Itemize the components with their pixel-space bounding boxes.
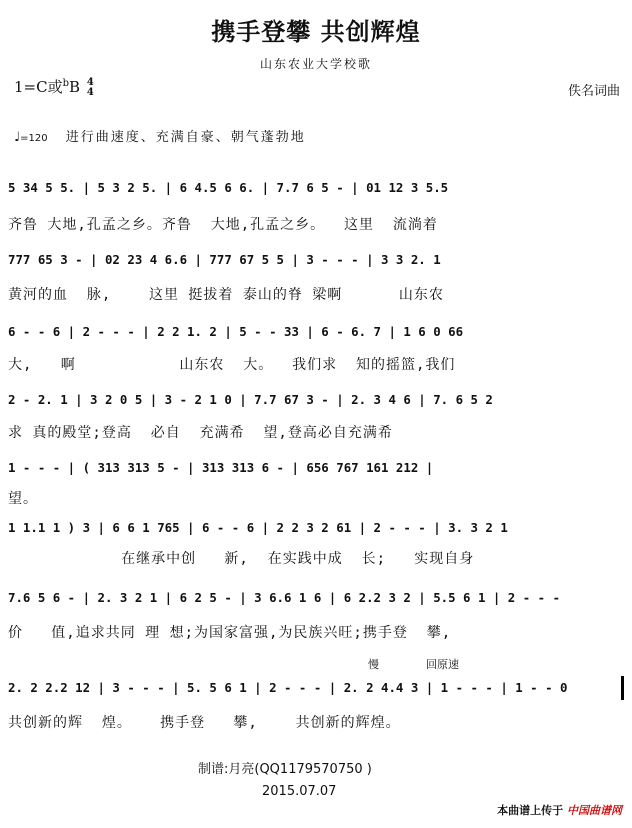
- lyric-line-2: 黄河的血 脉, 这里 挺拔着 泰山的脊 梁啊 山东农: [8, 287, 444, 303]
- tempo-marking: [14, 126, 306, 145]
- lyric-line-6: 在继承中创 新, 在实践中成 长; 实现自身: [8, 551, 475, 567]
- lyric-line-1: 齐鲁 大地,孔孟之乡。齐鲁 大地,孔孟之乡。 这里 流淌着: [8, 217, 438, 233]
- notation-line-1: 5 34 5 5. | 5 3 2 5. | 6 4.5 6 6. | 7.7 6 5 - | 01 12 3 5.5: [8, 180, 449, 195]
- final-barline: [621, 676, 624, 700]
- lyric-line-4: 求 真的殿堂;登高 必自 充满希 望,登高必自充满希: [8, 425, 393, 441]
- time-top: 4: [86, 77, 94, 88]
- transcription-date: 2015.07.07: [262, 784, 337, 799]
- lyric-line-7: 价 值,追求共同 理 想;为国家富强,为民族兴旺;携手登 攀,: [8, 625, 452, 641]
- quarter-note-icon: ♩: [14, 130, 21, 145]
- notation-line-3: 6 - - 6 | 2 - - - | 2 2 1. 2 | 5 - - 33 | 6 - 6. 7 | 1 6 0 66: [8, 324, 464, 339]
- notation-line-4: 2 - 2. 1 | 3 2 0 5 | 3 - 2 1 0 | 7.7 67 3 - | 2. 3 4 6 | 7. 6 5 2: [8, 392, 493, 407]
- notation-line-8: 2. 2 2.2 12 | 3 - - - | 5. 5 6 1 | 2 - - - | 2. 2 4.4 3 | 1 - - - | 1 - - 0: [8, 680, 568, 695]
- key-note: B: [69, 78, 81, 96]
- notation-line-6: 1 1.1 1 ) 3 | 6 6 1 765 | 6 - - 6 | 2 2 3 2 61 | 2 - - - | 3. 3 2 1: [8, 520, 508, 535]
- upload-notice: [497, 802, 622, 818]
- key-prefix: 1=C或: [14, 78, 63, 96]
- site-logo: 中国曲谱网: [567, 804, 622, 817]
- time-bottom: 4: [86, 87, 94, 98]
- notation-line-2: 777 65 3 - | 02 23 4 6.6 | 777 67 5 5 | 3 - - - | 3 3 2. 1: [8, 252, 441, 267]
- flat-sign: b: [62, 78, 69, 89]
- song-title: 携手登攀 共创辉煌: [211, 18, 421, 46]
- author-credit: 佚名词曲: [567, 84, 620, 99]
- a-tempo-mark: 回原速: [426, 658, 459, 671]
- tempo-bpm: =120: [20, 133, 48, 144]
- lyric-line-8: 共创新的辉 煌。 携手登 攀, 共创新的辉煌。: [8, 715, 401, 731]
- tempo-description: 进行曲速度、充满自豪、朝气蓬勃地: [65, 130, 306, 145]
- song-subtitle: 山东农业大学校歌: [259, 57, 372, 71]
- time-signature: [87, 78, 94, 98]
- notation-line-5: 1 - - - | ( 313 313 5 - | 313 313 6 - | 656 767 161 212 |: [8, 460, 434, 475]
- lyric-line-3: 大, 啊 山东农 大。 我们求 知的摇篮,我们: [8, 357, 456, 373]
- lyric-line-5: 望。: [8, 491, 38, 507]
- slow-mark: 慢: [368, 658, 379, 671]
- transcriber-credit: 制谱:月亮(QQ1179570750 ): [198, 762, 372, 777]
- notation-line-7: 7.6 5 6 - | 2. 3 2 1 | 6 2 5 - | 3 6.6 1 6 | 6 2.2 3 2 | 5.5 6 1 | 2 - - -: [8, 590, 561, 605]
- upload-label: 本曲谱上传于: [497, 804, 564, 817]
- key-signature: [14, 76, 94, 98]
